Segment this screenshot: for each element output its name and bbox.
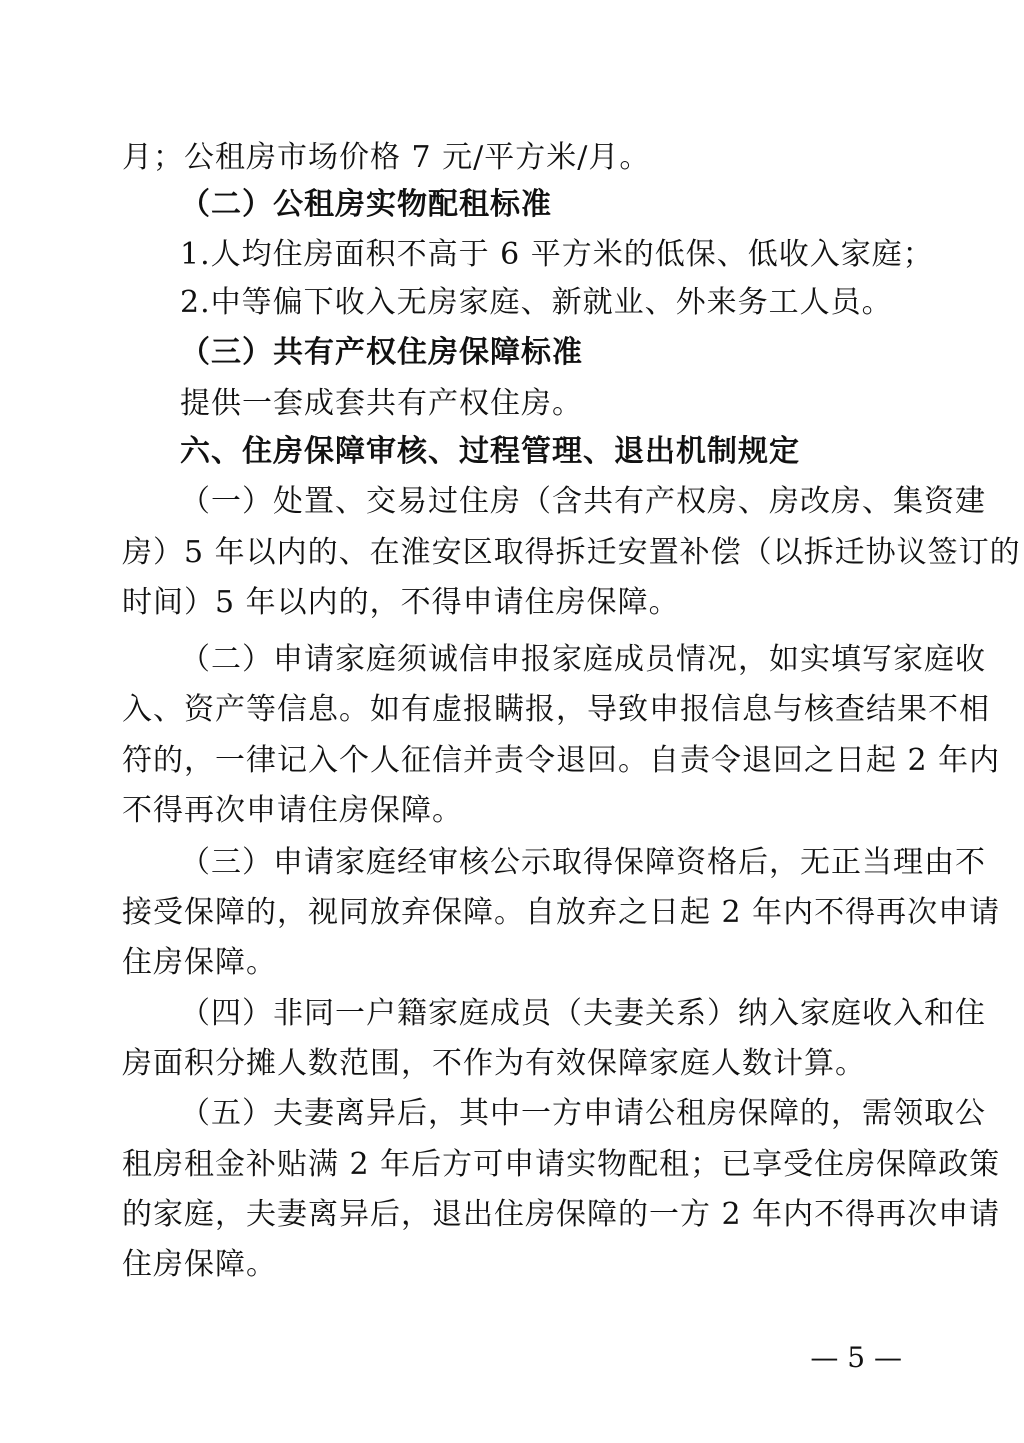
paragraph-line: （五）夫妻离异后，其中一方申请公租房保障的，需领取公 [180, 1096, 986, 1131]
text-line: 提供一套成套共有产权住房。 [180, 386, 583, 421]
section-heading: （三）共有产权住房保障标准 [180, 335, 583, 370]
list-item: 1.人均住房面积不高于 6 平方米的低保、低收入家庭； [180, 237, 934, 272]
list-item: 2.中等偏下收入无房家庭、新就业、外来务工人员。 [180, 285, 893, 320]
paragraph-line: （三）申请家庭经审核公示取得保障资格后，无正当理由不 [180, 845, 986, 880]
paragraph-line: 不得再次申请住房保障。 [122, 793, 463, 828]
paragraph-line: 时间）5 年以内的，不得申请住房保障。 [122, 585, 680, 620]
paragraph-line: （四）非同一户籍家庭成员（夫妻关系）纳入家庭收入和住 [180, 996, 986, 1031]
paragraph-line: 接受保障的，视同放弃保障。自放弃之日起 2 年内不得再次申请 [122, 895, 1001, 930]
page-number: — 5 — [810, 1341, 902, 1374]
paragraph-line: 房）5 年以内的、在淮安区取得拆迁安置补偿（以拆迁协议签订的 [122, 535, 1021, 570]
paragraph-line: （一）处置、交易过住房（含共有产权房、房改房、集资建 [180, 484, 986, 519]
paragraph-line: 符的，一律记入个人征信并责令退回。自责令退回之日起 2 年内 [122, 743, 1001, 778]
paragraph-line: 住房保障。 [122, 945, 277, 980]
paragraph-line: （二）申请家庭须诚信申报家庭成员情况，如实填写家庭收 [180, 642, 986, 677]
paragraph-line: 房面积分摊人数范围，不作为有效保障家庭人数计算。 [122, 1046, 866, 1081]
text-line: 月；公租房市场价格 7 元/平方米/月。 [122, 140, 651, 175]
chapter-heading: 六、住房保障审核、过程管理、退出机制规定 [180, 434, 800, 469]
paragraph-line: 住房保障。 [122, 1247, 277, 1282]
paragraph-line: 的家庭，夫妻离异后，退出住房保障的一方 2 年内不得再次申请 [122, 1197, 1001, 1232]
paragraph-line: 租房租金补贴满 2 年后方可申请实物配租；已享受住房保障政策 [122, 1147, 1001, 1182]
paragraph-line: 入、资产等信息。如有虚报瞒报，导致申报信息与核查结果不相 [122, 692, 990, 727]
section-heading: （二）公租房实物配租标准 [180, 187, 552, 222]
